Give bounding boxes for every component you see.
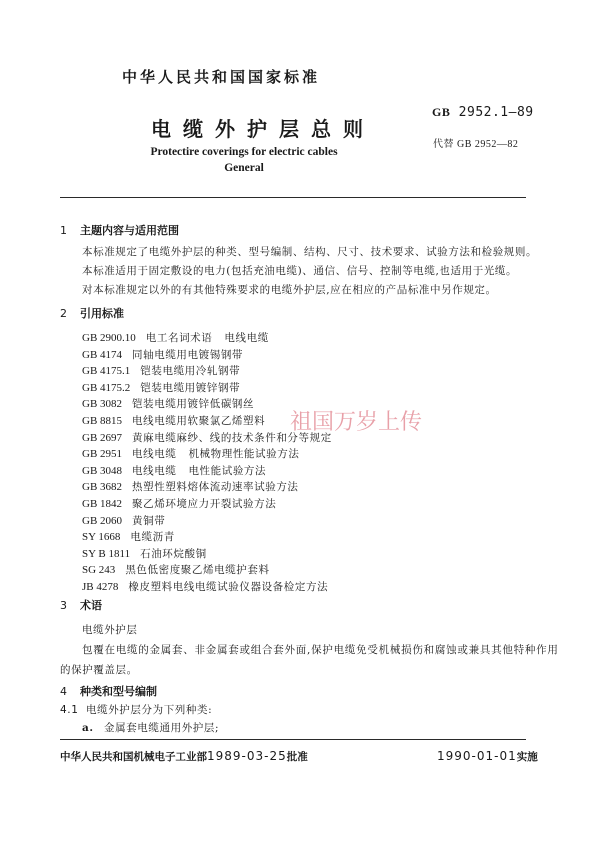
- term-definition-line-2: 的保护覆盖层。: [60, 664, 138, 676]
- section-title: 主题内容与适用范围: [80, 224, 179, 237]
- section-title: 种类和型号编制: [80, 685, 157, 698]
- reference-item: GB 2697 黄麻电缆麻纱、线的技术条件和分等规定: [82, 431, 332, 444]
- effective-suffix: 实施: [516, 751, 538, 763]
- document-title-cn: 电缆外护层总则: [151, 117, 375, 141]
- list-item-label: a.: [82, 722, 94, 734]
- section-3-heading: [60, 597, 102, 613]
- section-1-paragraph-1: 本标准规定了电缆外护层的种类、型号编制、结构、尺寸、技术要求、试验方法和检验规则。: [82, 246, 538, 258]
- approval-date: 1989-03-25: [207, 749, 287, 763]
- referenced-standards-list: [82, 330, 332, 596]
- reference-item: GB 3082 铠装电缆用镀锌低碳钢丝: [82, 398, 255, 411]
- footer-approval: [60, 749, 308, 764]
- replaces-standard: 代替 GB 2952—82: [433, 139, 519, 150]
- standard-number: [432, 105, 534, 120]
- reference-item: GB 3682 热塑性塑料熔体流动速率试验方法: [82, 481, 299, 494]
- issuing-authority: 中华人民共和国机械电子工业部: [60, 751, 207, 763]
- clause-text: 电缆外护层分为下列种类:: [86, 704, 213, 716]
- footer-effective: [437, 749, 538, 764]
- section-2-heading: [60, 305, 124, 321]
- reference-item: GB 4174 同轴电缆用电镀锡钢带: [82, 348, 244, 361]
- reference-item: GB 4175.2 铠装电缆用镀锌钢带: [82, 381, 241, 394]
- reference-item: GB 3048 电线电缆 电性能试验方法: [82, 464, 267, 477]
- reference-item: GB 2951 电线电缆 机械物理性能试验方法: [82, 448, 300, 461]
- reference-item: GB 2060 黄铜带: [82, 514, 166, 527]
- section-title: 引用标准: [80, 307, 124, 320]
- approval-suffix: 批准: [286, 751, 308, 763]
- section-4-heading: [60, 683, 157, 699]
- effective-date: 1990-01-01: [437, 749, 517, 763]
- reference-item: GB 2900.10 电工名词术语 电线电缆: [82, 332, 269, 344]
- reference-item: GB 4175.1 铠装电缆用冷轧钢带: [82, 365, 241, 378]
- section-1-paragraph-2: 本标准适用于固定敷设的电力(包括充油电缆)、通信、信号、控制等电缆,也适用于光缆。: [82, 265, 518, 277]
- watermark: 祖国万岁上传: [290, 410, 423, 435]
- reference-item: JB 4278 橡皮塑料电线电缆试验仪器设备检定方法: [82, 580, 329, 593]
- section-1-paragraph-3: 对本标准规定以外的有其他特殊要求的电缆外护层,应在相应的产品标准中另作规定。: [82, 284, 497, 296]
- section-number: 2: [60, 307, 67, 320]
- reference-item: SY B 1811 石油环烷酸铜: [82, 547, 207, 560]
- section-number: 3: [60, 599, 67, 612]
- list-item-text: 金属套电缆通用外护层;: [104, 722, 220, 734]
- clause-number: 4.1: [60, 704, 79, 716]
- standard-prefix: GB: [432, 105, 451, 119]
- standard-code: 2952.1—89: [458, 105, 534, 120]
- bottom-divider: [60, 739, 526, 740]
- term-definition-line-1: 包覆在电缆的金属套、非金属套或组合套外面,保护电缆免受机械损伤和腐蚀或兼具其他特种作用: [82, 644, 559, 656]
- section-number: 4: [60, 685, 67, 698]
- document-title-en: Protectire coverings for electric cables: [150, 146, 338, 158]
- national-standard-heading: 中华人民共和国国家标准: [122, 68, 321, 86]
- term: 电缆外护层: [82, 624, 138, 636]
- list-item-a: [82, 720, 219, 735]
- document-subtitle-en: General: [224, 162, 264, 174]
- reference-item: GB 1842 聚乙烯环境应力开裂试验方法: [82, 497, 277, 510]
- clause-4-1: [60, 702, 212, 717]
- top-divider: [60, 197, 526, 198]
- section-title: 术语: [80, 599, 102, 612]
- reference-item: SY 1668 电缆沥青: [82, 531, 175, 544]
- reference-item: GB 8815 电线电缆用软聚氯乙烯塑料: [82, 414, 266, 427]
- section-number: 1: [60, 224, 67, 237]
- reference-item: SG 243 黑色低密度聚乙烯电缆护套料: [82, 564, 270, 577]
- section-1-heading: [60, 222, 179, 238]
